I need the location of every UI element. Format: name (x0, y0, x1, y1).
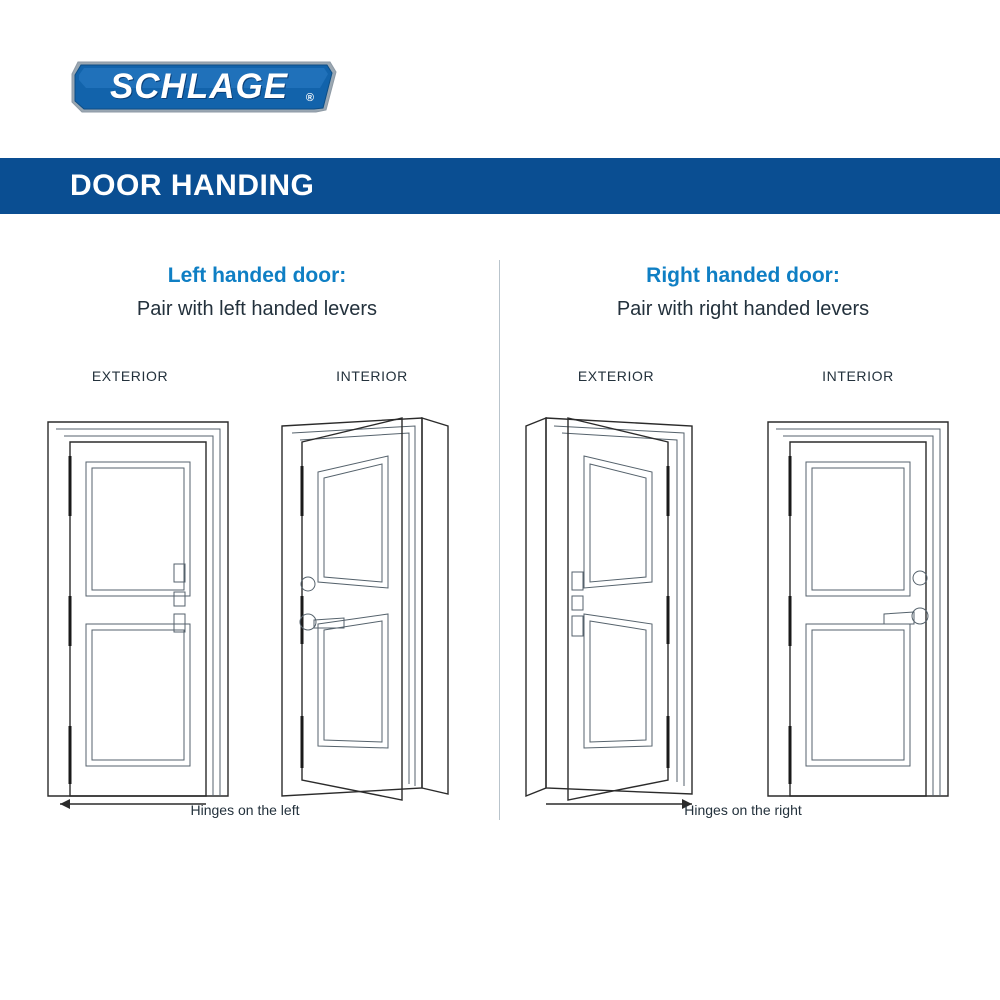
right-exterior-door-drawing (516, 396, 721, 816)
left-column-subheading: Pair with left handed levers (136, 298, 378, 320)
schlage-logo (68, 58, 340, 116)
left-column-heading: Left handed door: (167, 264, 347, 287)
left-interior-label: INTERIOR (336, 368, 408, 384)
right-column-subheading: Pair with right handed levers (616, 298, 870, 320)
left-handed-door-section (22, 262, 492, 832)
page-title: DOOR HANDING (70, 169, 315, 202)
left-view-labels (22, 368, 492, 392)
left-door-drawings (22, 396, 492, 816)
right-interior-door-drawing (758, 396, 973, 816)
title-bar (0, 158, 1000, 214)
right-handed-door-section (508, 262, 978, 832)
right-column-heading: Right handed door: (646, 264, 840, 287)
column-divider (499, 260, 500, 820)
logo-registered-mark: ® (305, 92, 314, 104)
right-door-drawings (508, 396, 978, 816)
logo-wordmark: SCHLAGE (109, 67, 289, 106)
logo-badge-shape (68, 58, 340, 116)
right-exterior-label: EXTERIOR (577, 368, 655, 384)
right-hinge-note: Hinges on the right (684, 802, 802, 818)
left-hinge-note: Hinges on the left (190, 802, 300, 818)
left-interior-door-drawing (272, 396, 477, 816)
right-view-labels (508, 368, 978, 392)
left-exterior-door-drawing (30, 396, 245, 816)
left-exterior-label: EXTERIOR (91, 368, 169, 384)
right-interior-label: INTERIOR (822, 368, 894, 384)
